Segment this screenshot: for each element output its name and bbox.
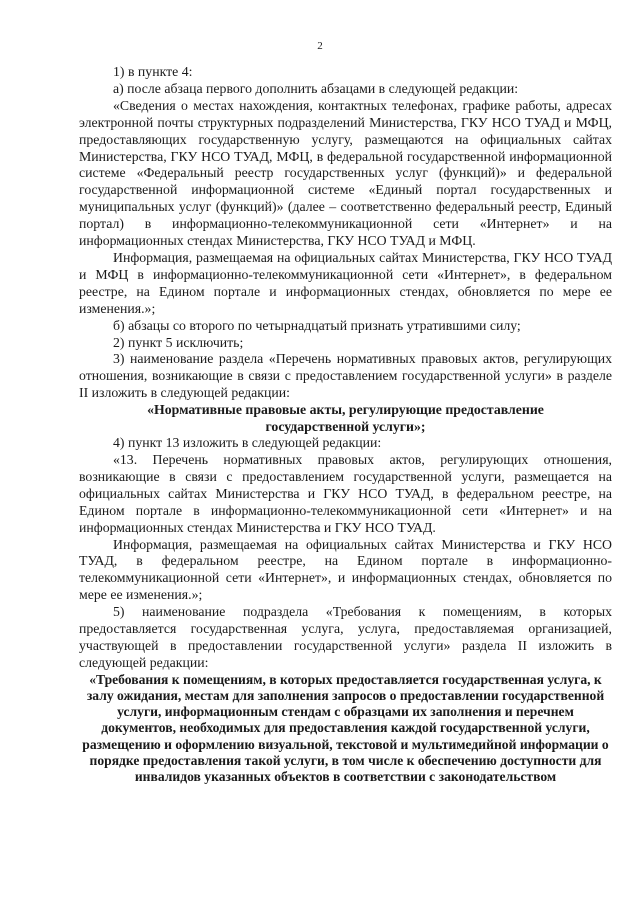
paragraph: 5) наименование подраздела «Требования к помещениям, в которых предоставляется государственная услуга, услуга, предоставляемая организацией, участвующей в предоставлении государственной услуги» раздела II изложить в следующей редакции: [79,604,612,670]
subsection-heading: «Требования к помещениям, в которых предоставляется государственная услуга, к залу ожидания, местам для заполнения запросов о предоставлении государственной услуги, информационным стендам с образцами их заполнения и перечнем документов, необходимых для предоставления каждой государственной услуги, размещению и оформлению визуальной, текстовой и мультимедийной информации о порядке предоставления такой услуги, в том числе к обеспечению доступности для инвалидов указанных объектов в соответствии с законодательством [82,671,609,785]
paragraph: 2) пункт 5 исключить; [113,334,244,350]
paragraph: Информация, размещаемая на официальных сайтах Министерства и ГКУ НСО ТУАД, в федеральном реестре, на Едином портале в информационно-телекоммуникационной сети «Интернет», и информационных стендах, обновляется по мере ее изменения.»; [79,536,612,603]
paragraph: 3) наименование раздела «Перечень нормативных правовых актов, регулирующих отношения, возникающие в связи с предоставлением государственной услуги» в разделе II изложить в следующей редакции: [79,351,612,401]
paragraph: а) после абзаца первого дополнить абзацами в следующей редакции: [113,80,519,96]
document-body [79,64,612,785]
page-number: 2 [317,40,323,52]
paragraph: 4) пункт 13 изложить в следующей редакции: [113,435,382,451]
paragraph: б) абзацы со второго по четырнадцатый признать утратившими силу; [113,317,521,333]
paragraph: «13. Перечень нормативных правовых актов, регулирующих отношения, возникающие в связи с предоставлением государственной услуги, размещается на официальных сайтах Министерства и ГКУ НСО ТУАД, в федеральном реестре, на Едином портале в информационно-телекоммуникационной сети «Интернет» и на информационных стендах Министерства и ГКУ НСО ТУАД. [79,452,612,535]
paragraph: 1) в пункте 4: [113,64,193,79]
paragraph: Информация, размещаемая на официальных сайтах Министерства, ГКУ НСО ТУАД и МФЦ в информационно-телекоммуникационной сети «Интернет», в федеральном реестре, на Едином портале и информационных стендах, обновляется по мере ее изменения.»; [79,249,612,316]
section-heading: «Нормативные правовые акты, регулирующие предоставление государственной услуги»; [147,402,544,434]
paragraph: «Сведения о местах нахождения, контактных телефонах, графике работы, адресах электронной почты структурных подразделений Министерства, ГКУ НСО ТУАД и МФЦ, предоставляющих государственную услугу, размещаются на официальных сайтах Министерства, ГКУ НСО ТУАД, МФЦ, в федеральной государственной информационной системе «Федеральный реестр государственных услуг (функций)» и федеральной государственной информационной системе «Единый портал государственных и муниципальных услуг (функций)» (далее – соответственно федеральный реестр, Единый портал) в информационно-телекоммуникационной сети «Интернет» и на информационных стендах Министерства, ГКУ НСО ТУАД и МФЦ. [79,97,612,249]
